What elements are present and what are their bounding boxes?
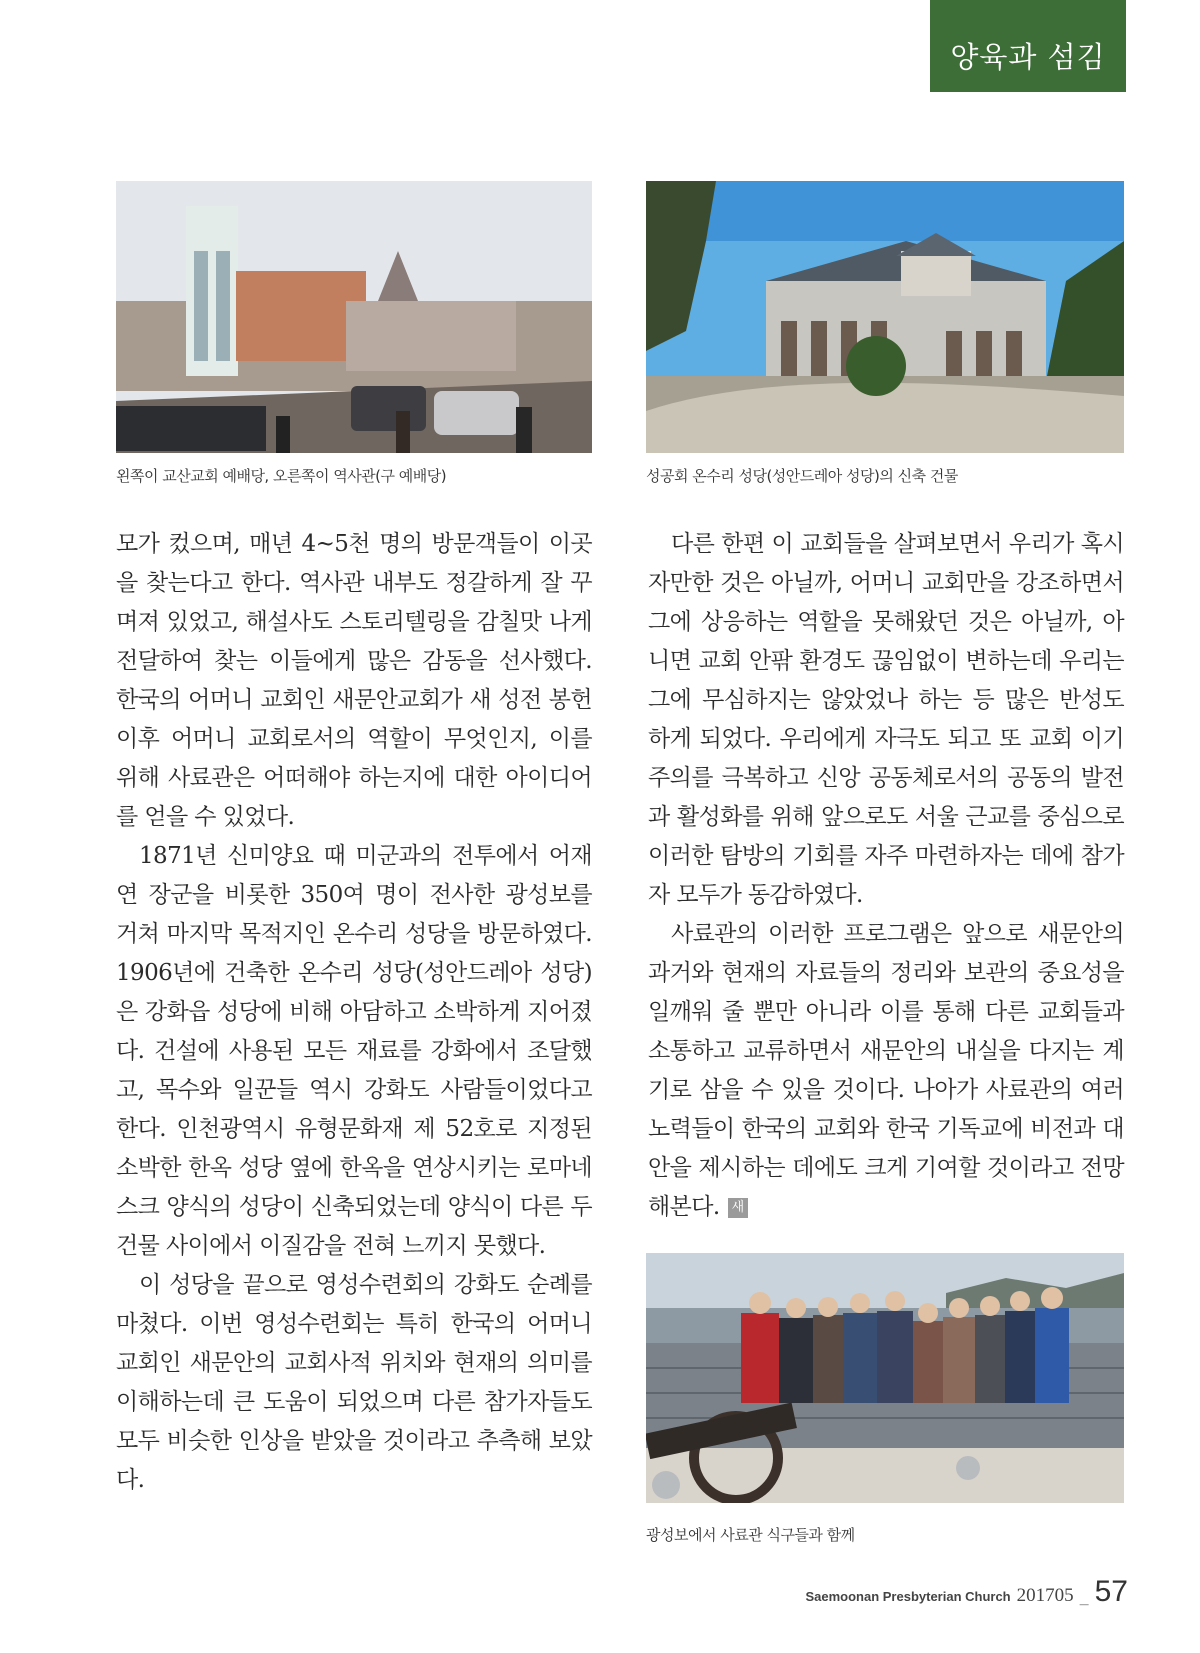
- body-paragraph: 모가 컸으며, 매년 4~5천 명의 방문객들이 이곳을 찾는다고 한다. 역사관 내부도 정갈하게 잘 꾸며져 있었고, 해설사도 스토리텔링을 감칠맛 나게 전달하여 찾는 이들에게 많은 감동을 선사했다. 한국의 어머니 교회인 새문안교회가 새 성전 봉헌 이후 어머니 교회로서의 역할이 무엇인지, 이를 위해 사료관은 어떠해야 하는지에 대한 아이디어를 얻을 수 있었다.: [116, 531, 592, 830]
- footer-separator: _: [1079, 1585, 1089, 1606]
- page-number: 57: [1094, 1575, 1128, 1608]
- photo-caption: 성공회 온수리 성당(성안드레아 성당)의 신축 건물: [646, 467, 958, 485]
- body-paragraph: 1871년 신미양요 때 미군과의 전투에서 어재연 장군을 비롯한 350여 명이 전사한 광성보를 거쳐 마지막 목적지인 온수리 성당을 방문하였다. 1906년에 건축한 온수리 성당(성안드레아 성당)은 강화읍 성당에 비해 아담하고 소박하게 지어졌다. 건설에 사용된 모든 재료를 강화에서 조달했고, 목수와 일꾼들 역시 강화도 사람들이었다고 한다. 인천광역시 유형문화재 제 52호로 지정된 소박한 한옥 성당 옆에 한옥을 연상시키는 로마네스크 양식의 성당이 신축되었는데 양식이 다른 두 건물 사이에서 이질감을 전혀 느끼지 못했다.: [116, 843, 592, 1259]
- church-name: Saemoonan Presbyterian Church: [805, 1589, 1011, 1604]
- body-paragraph-text: 사료관의 이러한 프로그램은 앞으로 새문안의 과거와 현재의 자료들의 정리와 보관의 중요성을 일깨워 줄 뿐만 아니라 이를 통해 다른 교회들과 소통하고 교류하면서 새문안의 내실을 다지는 계기로 삼을 수 있을 것이다. 나아가 사료관의 여러 노력들이 한국의 교회와 한국 기독교에 비전과 대안을 제시하는 데에도 크게 기여할 것이라고 전망해본다.: [648, 921, 1124, 1220]
- section-tab: 양육과 섬김: [930, 0, 1126, 92]
- group-photo: [646, 1253, 1124, 1503]
- end-mark-icon: 새: [728, 1198, 748, 1218]
- cathedral-photo: [646, 181, 1124, 453]
- church-buildings-photo: [116, 181, 592, 453]
- body-paragraph: 이 성당을 끝으로 영성수련회의 강화도 순례를 마쳤다. 이번 영성수련회는 특히 한국의 어머니 교회인 새문안의 교회사적 위치와 현재의 의미를 이해하는데 큰 도움이 되었으며 다른 참가자들도 모두 비슷한 인상을 받았을 것이라고 추측해 보았다.: [116, 1272, 592, 1493]
- body-paragraph: [648, 915, 1124, 1227]
- photo-caption: 광성보에서 사료관 식구들과 함께: [646, 1526, 855, 1544]
- right-column: [648, 525, 1124, 1227]
- page-footer: [805, 1575, 1128, 1609]
- photo-caption: 왼쪽이 교산교회 예배당, 오른쪽이 역사관(구 예배당): [116, 467, 447, 485]
- body-paragraph: 다른 한편 이 교회들을 살펴보면서 우리가 혹시 자만한 것은 아닐까, 어머니 교회만을 강조하면서 그에 상응하는 역할을 못해왔던 것은 아닐까, 아니면 교회 안팎 환경도 끊임없이 변하는데 우리는 그에 무심하지는 않았었나 하는 등 많은 반성도 하게 되었다. 우리에게 자극도 되고 또 교회 이기주의를 극복하고 신앙 공동체로서의 공동의 발전과 활성화를 위해 앞으로도 서울 근교를 중심으로 이러한 탐방의 기회를 자주 마련하자는 데에 참가자 모두가 동감하였다.: [648, 531, 1124, 908]
- left-column: [116, 525, 592, 1500]
- issue-number: 201705: [1016, 1585, 1074, 1606]
